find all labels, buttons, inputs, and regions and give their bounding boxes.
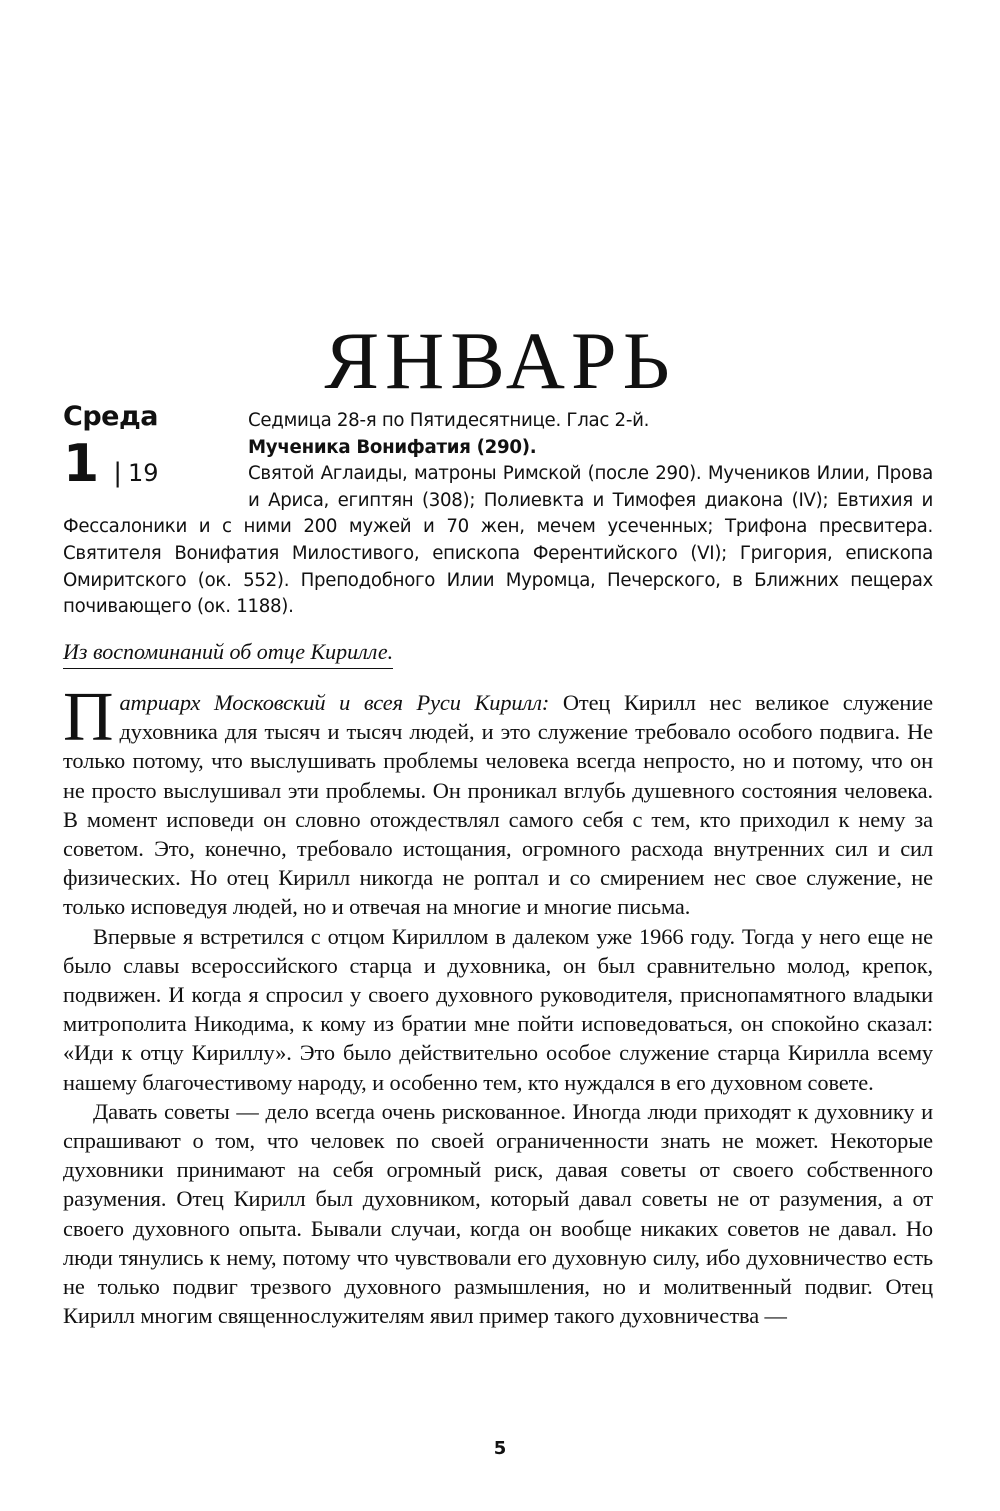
month-title: ЯНВАРЬ (324, 314, 676, 406)
paragraph-2: Впервые я встретился с отцом Кириллом в далеком уже 1966 году. Тогда у него еще не было славы всероссийского старца и духовника, он был сравнительно молод, крепок, подвижен. И когда я спросил у своего духовного руководителя, приснопамятного владыки митрополита Никодима, к кому из братии мне пойти исповедоваться, он спокойно сказал: «Иди к отцу Кириллу». Это было действительно особое служение старца Кирилла всему нашему благочестивому народу, и особенно тем, кто нуждался в его духовном совете. (63, 923, 933, 1095)
page-number: 5 (493, 1438, 507, 1459)
feast-title: Мученика Вонифатия (290). (248, 436, 537, 458)
weekday: Среда (63, 401, 158, 432)
paragraph-1-text: Отец Кирилл нес великое служение духовника для тысяч и тысяч людей, и это служение требовало особого подвига. Не только потому, что выслушивать проблемы человека всегда непросто, но и потому, что он не просто выслушивал эти проблемы. Он проникал вглубь душевного состояния человека. В момент исповеди он словно отождествлял самого себя с тем, кто приходил к нему за советом. Это, конечно, требовало истощания, огромного расхода внутренних сил и сил физических. Но отец Кирилл никогда не роптал и со смирением нес свое служение, не только исповедуя людей, но и отвечая на многие и многие письма. (63, 690, 933, 920)
paragraph-3: Давать советы — дело всегда очень рискованное. Иногда люди приходят к духовнику и спрашивают о том, что человек по своей ограниченности знать не может. Некоторые духовники принимают на себя огромный риск, давая советы от своего собственного разумения. Отец Кирилл был духовником, который давал советы не от разумения, а от своего духовного опыта. Бывали случаи, когда он вообще никаких советов не давал. Но люди тянулись к нему, потому что чувствовали его духовную силу, ибо духовничество есть не только подвиг трезвого духовного размышления, но и молитвенный подвиг. Отец Кирилл многим священнослужителям явил пример такого духовничества — (63, 1098, 933, 1329)
commemorations-block (63, 408, 933, 621)
body-text (63, 679, 933, 1330)
saints-list: Святой Аглаиды, матроны Римской (после 290). Мучеников Илии, Прова и Ариса, египтян (308); Полиевкта и Тимофея диакона (IV); Евтихия и Фессалоники и с ними 200 мужей и 70 жен, мечем усеченных; Трифона пресвитера. Святителя Вонифатия Милостивого, епископа Ферентийского (VI); Григория, епископа Омиритского (ок. 552). Преподобного Илии Муромца, Печерского, в Ближних пещерах почивающего (ок. 1188). (63, 463, 933, 618)
week-line: Седмица 28-я по Пятидесятнице. Глас 2-й. (248, 410, 650, 431)
speaker-attribution: атриарх Московский и всея Руси Кирилл: (119, 690, 550, 715)
day-separator: | (113, 458, 122, 488)
day-number-new-style: 1 (63, 434, 100, 494)
drop-cap: П (63, 679, 114, 756)
paragraph-1 (63, 679, 933, 922)
section-heading: Из воспоминаний об отце Кирилле. (63, 638, 393, 669)
day-number-old-style: 19 (127, 459, 159, 487)
